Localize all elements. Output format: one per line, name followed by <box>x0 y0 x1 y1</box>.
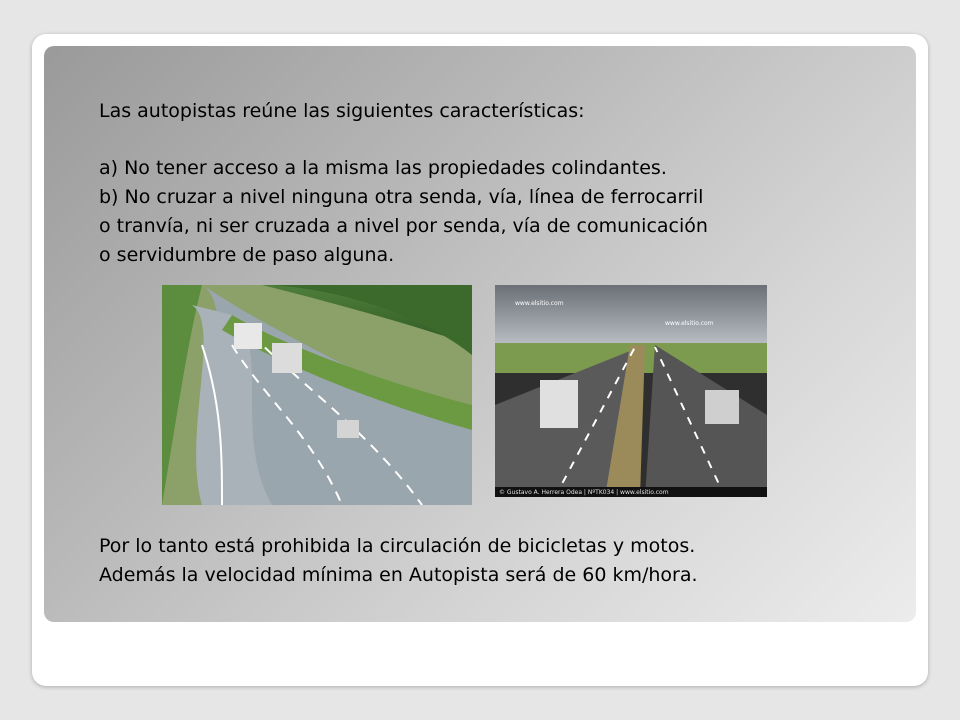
list-item-b-line-1: b) No cruzar a nivel ninguna otra senda, vía, línea de ferrocarril <box>99 186 704 208</box>
list-item-b-line-2: o tranvía, ni ser cruzada a nivel por senda, vía de comunicación <box>99 215 708 237</box>
motorway-trucks-photo <box>495 285 767 497</box>
motorway-curve-photo <box>162 285 472 505</box>
conclusion-text <box>99 532 698 590</box>
watermark-text: www.elsitio.com <box>515 300 564 307</box>
photo-credit: © Gustavo A. Herrera Odea | NºTK034 | www.elsitio.com <box>499 489 669 496</box>
list-item-b-line-3: o servidumbre de paso alguna. <box>99 244 395 266</box>
characteristics-list <box>99 154 708 270</box>
conclusion-line-1: Por lo tanto está prohibida la circulación de bicicletas y motos. <box>99 535 696 557</box>
conclusion-line-2: Además la velocidad mínima en Autopista será de 60 km/hora. <box>99 564 698 586</box>
intro-text: Las autopistas reúne las siguientes características: <box>99 100 585 122</box>
watermark-text-2: www.elsitio.com <box>665 320 714 327</box>
list-item-a: a) No tener acceso a la misma las propiedades colindantes. <box>99 157 667 179</box>
